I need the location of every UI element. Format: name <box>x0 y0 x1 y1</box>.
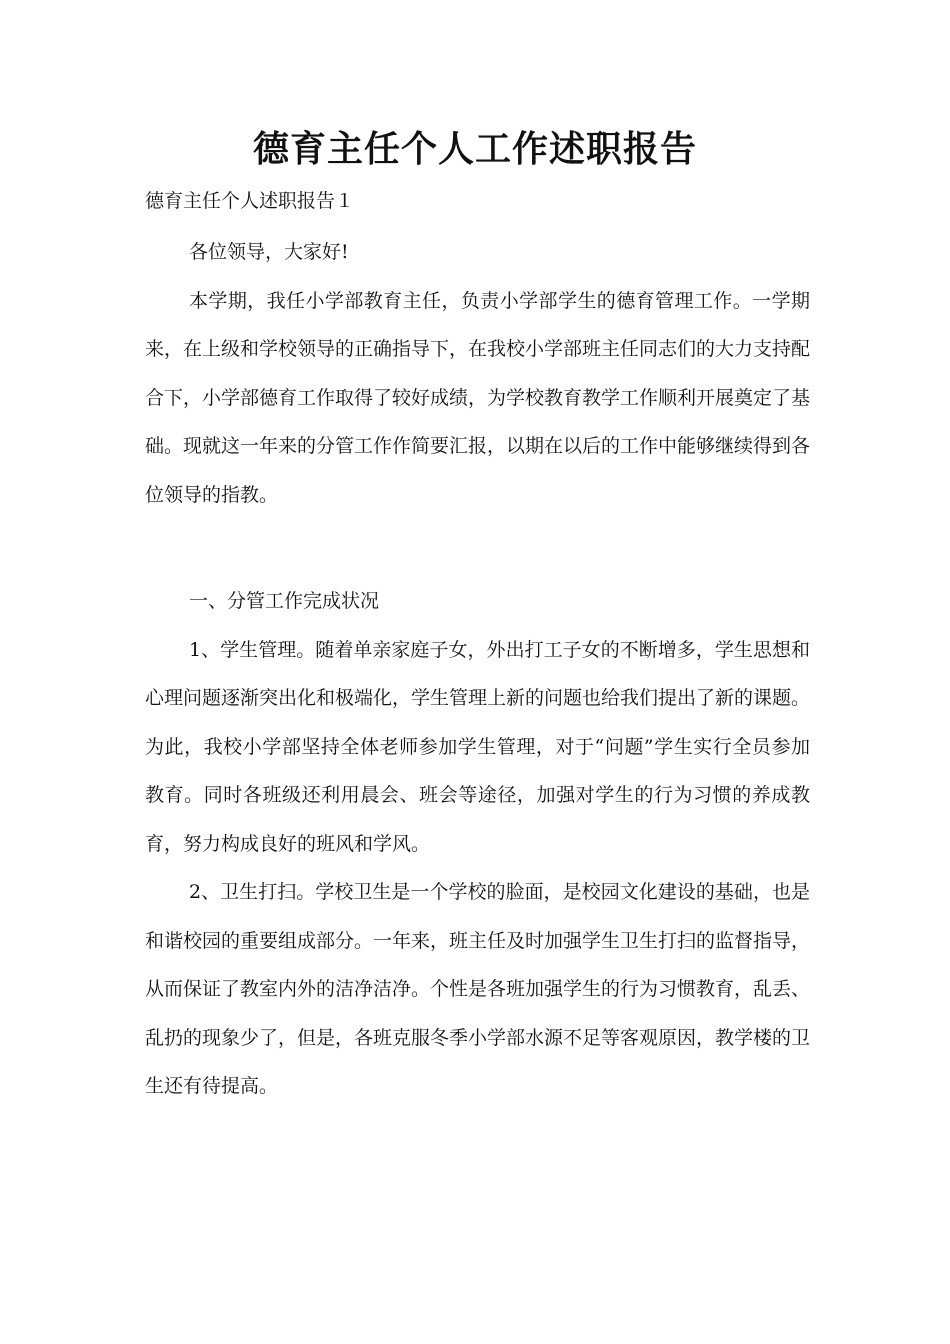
greeting-paragraph: 各位领导，大家好! <box>189 241 349 263</box>
body-block-intro <box>145 228 810 519</box>
body-block-section-1 <box>145 577 810 1111</box>
document-title: 德育主任个人工作述职报告 <box>252 129 697 170</box>
section-heading: 一、分管工作完成状况 <box>189 590 380 612</box>
item-paragraph-2: 2、卫生打扫。学校卫生是一个学校的脸面，是校园文化建设的基础，也是和谐校园的重要组成部分。一年来，班主任及时加强学生卫生打扫的监督指导，从而保证了教室内外的洁净洁净。个性是各班加强学生的行为习惯教育，乱丢、乱扔的现象少了，但是，各班克服冬季小学部水源不足等客观原因，教学楼的卫生还有待提高。 <box>145 881 811 1097</box>
document-subtitle: 德育主任个人述职报告１ <box>145 190 355 212</box>
intro-paragraph: 本学期，我任小学部教育主任，负责小学部学生的德育管理工作。一学期来，在上级和学校领导的正确指导下，在我校小学部班主任同志们的大力支持配合下，小学部德育工作取得了较好成绩，为学校教育教学工作顺利开展奠定了基础。现就这一年来的分管工作作简要汇报，以期在以后的工作中能够继续得到各位领导的指教。 <box>145 289 811 506</box>
item-paragraph-1: 1、学生管理。随着单亲家庭子女，外出打工子女的不断增多，学生思想和心理问题逐渐突出化和极端化，学生管理上新的问题也给我们提出了新的课题。为此，我校小学部坚持全体老师参加学生管理，对于“问题”学生实行全员参加教育。同时各班级还利用晨会、班会等途径，加强对学生的行为习惯的养成教育，努力构成良好的班风和学风。 <box>145 638 811 855</box>
